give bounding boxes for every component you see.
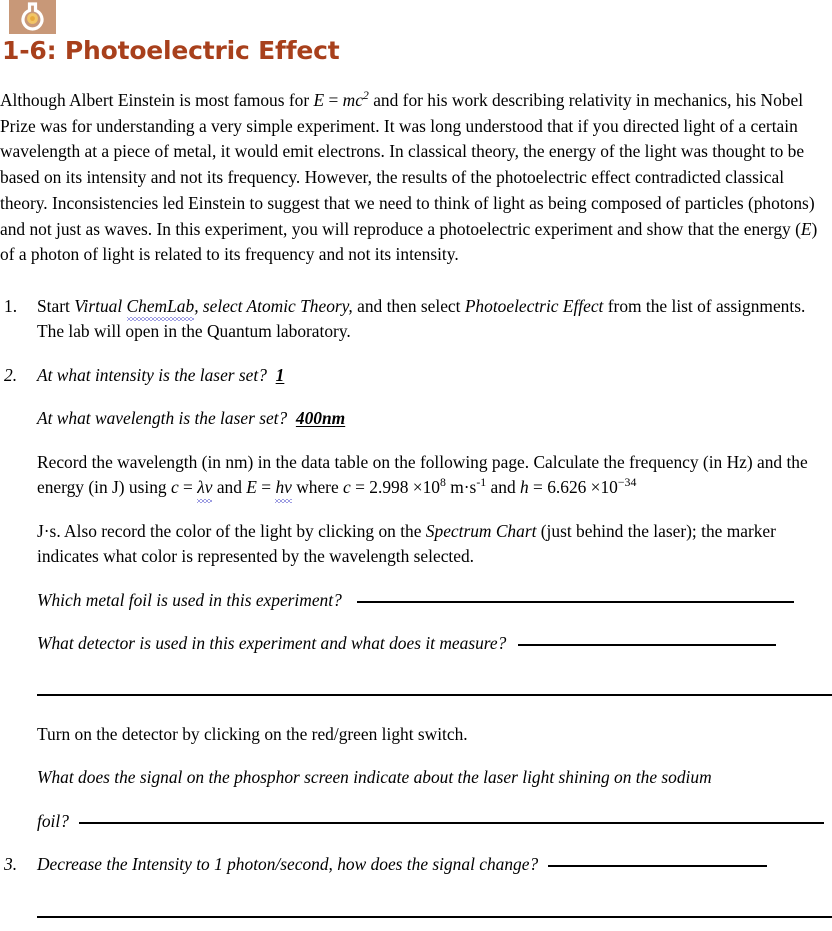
question-intensity	[37, 363, 832, 389]
item1-mid: and then select	[352, 295, 465, 316]
spectrum-chart-instructions	[37, 519, 832, 570]
question-detector-label: What detector is used in this experiment and what does it measure?	[37, 633, 507, 654]
record-text-1: Record the wavelength (in nm) in the data table on the following page. Calculate the frequency (in Hz) and the energy (in J) using	[37, 451, 808, 498]
item1-photoelectric-effect: Photoelectric Effect	[464, 295, 604, 316]
item1-end: from the list of assignments. The lab will open in the Quantum laboratory.	[37, 295, 806, 342]
constant-c-unit-exponent: -1	[476, 475, 487, 490]
marker-text: (just behind the laser); the marker indicates what color is represented by the wavelength selected.	[37, 520, 776, 567]
spectrum-chart-label: Spectrum Chart	[425, 520, 537, 541]
question-phosphor-screen: What does the signal on the phosphor screen indicate about the laser light shining on the sodium	[37, 767, 712, 788]
item1-start: Start	[37, 295, 75, 316]
record-where: where	[291, 477, 344, 498]
constant-h-value: = 6.626 ×10	[528, 477, 618, 498]
equation-c-symbol: c	[170, 477, 179, 498]
answer-blank-detector[interactable]	[518, 644, 776, 646]
question-wavelength-label: At what wavelength is the laser set?	[37, 408, 288, 429]
list-item-1-text	[37, 294, 832, 345]
page-title: 1-6: Photoelectric Effect	[2, 36, 340, 65]
chemistry-flask-icon	[9, 0, 56, 34]
document-body	[0, 88, 832, 918]
item1-chemlab-misspelling: ChemLab	[127, 294, 195, 320]
answer-blank-item3-line2[interactable]	[37, 916, 832, 918]
list-item-1	[0, 294, 832, 345]
formula-E: E	[313, 90, 325, 110]
formula-mc: mc	[342, 90, 363, 110]
constant-c-exponent: 8	[439, 475, 446, 490]
constant-c-unit: m·s	[445, 477, 477, 498]
equation-E-equals: =	[256, 477, 276, 498]
record-instructions	[37, 450, 832, 501]
list-item-1-number: 1.	[4, 295, 18, 316]
list-item-3-number: 3.	[4, 854, 18, 875]
question-decrease-intensity-label: Decrease the Intensity to 1 photon/second, how does the signal change?	[37, 854, 539, 875]
answer-blank-item3-line2-wrap	[37, 916, 832, 918]
equation-c-equals: =	[178, 477, 198, 498]
question-intensity-label: At what intensity is the laser set?	[37, 364, 267, 385]
list-item-2	[0, 363, 832, 389]
answer-blank-metal-foil[interactable]	[357, 601, 794, 603]
equation-lambda-nu: λν	[197, 475, 212, 501]
intro-text-3: ) of a photon of light is related to its frequency and not its intensity.	[0, 218, 818, 265]
list-item-3	[0, 852, 832, 878]
answer-wavelength[interactable]: 400nm	[295, 408, 346, 429]
record-and-2: and	[486, 477, 520, 498]
constant-h-symbol: h	[520, 477, 529, 498]
answer-blank-phosphor[interactable]	[79, 822, 824, 824]
formula-E-2: E	[800, 218, 812, 239]
question-metal-foil-label: Which metal foil is used in this experiment?	[37, 589, 342, 610]
answer-blank-decrease-intensity[interactable]	[548, 865, 767, 867]
equation-h-nu: hν	[275, 475, 291, 501]
question-wavelength	[37, 406, 832, 432]
intro-paragraph	[0, 88, 832, 268]
question-decrease-intensity	[37, 852, 832, 878]
detector-switch-instruction: Turn on the detector by clicking on the red/green light switch.	[37, 723, 468, 744]
list-item-2-number: 2.	[4, 364, 18, 385]
constant-c-symbol: c	[343, 477, 351, 498]
item1-comma: , select	[194, 295, 247, 316]
constant-h-exponent: −34	[617, 475, 637, 490]
formula-equals: =	[324, 90, 343, 110]
js-units-text: J·s. Also record the color of the light by clicking on the	[37, 520, 426, 541]
intro-text-2: and for his work describing relativity in mechanics, his Nobel Prize was for understanding a very simple experiment. It was long understood that if you directed light of a certain wavelength at a piece of metal, it would emit electrons. In classical theory, the energy of the light was thought to be based on its intensity and not its frequency. However, the results of the photoelectric effect contradicted classical theory. Inconsistencies led Einstein to suggest that we need to think of light as being composed of particles (photons) and not just as waves. In this experiment, you will reproduce a photoelectric experiment and show that the energy (	[0, 90, 815, 239]
question-phosphor-foil-label: foil?	[37, 810, 69, 831]
constant-c-value: = 2.998 ×10	[350, 477, 440, 498]
question-metal-foil	[37, 588, 832, 614]
item1-virtual: Virtual	[74, 295, 127, 316]
question-detector	[37, 631, 832, 657]
record-and-1: and	[212, 477, 247, 498]
formula-exponent: 2	[362, 88, 369, 103]
equation-E-symbol: E	[246, 477, 257, 498]
item1-atomic-theory: Atomic Theory,	[246, 295, 353, 316]
question-phosphor-continuation	[37, 809, 832, 835]
answer-intensity[interactable]: 1	[275, 364, 285, 385]
intro-text-1: Although Albert Einstein is most famous for	[0, 90, 314, 110]
